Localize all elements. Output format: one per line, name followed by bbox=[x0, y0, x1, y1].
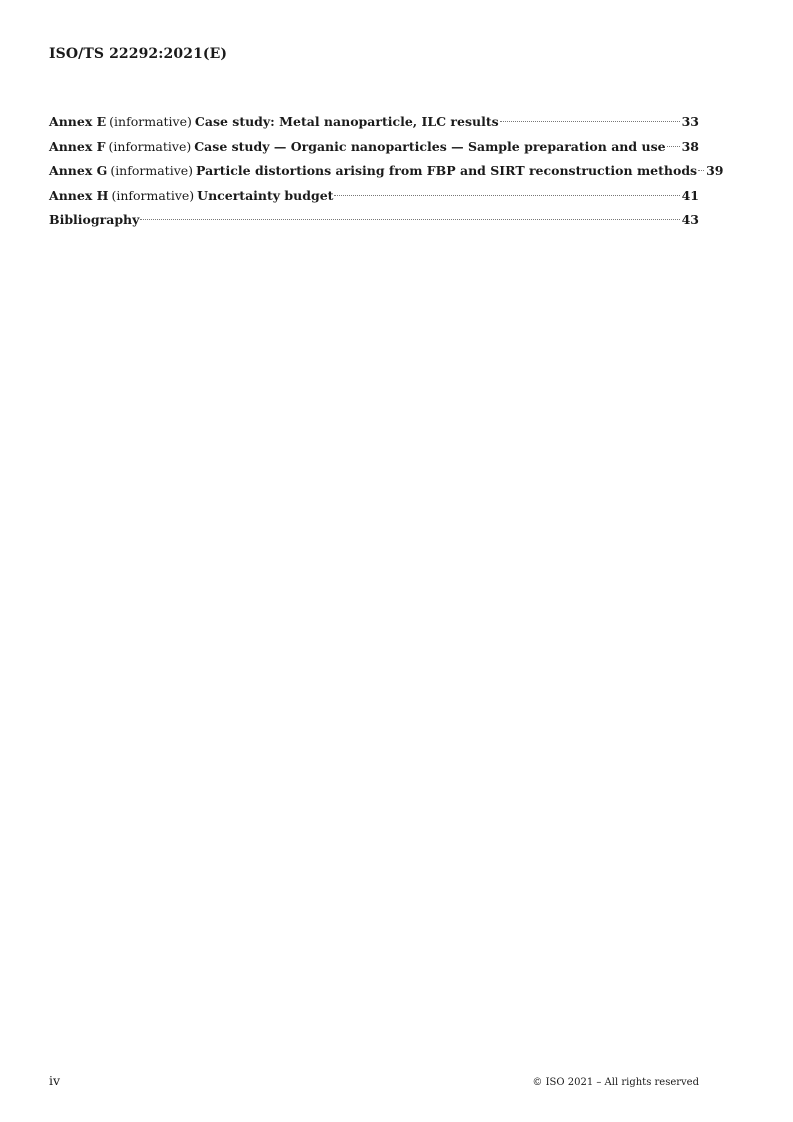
toc-entry-annex-f[interactable] bbox=[49, 135, 699, 160]
toc-entry-type: (informative) bbox=[110, 163, 194, 178]
toc-entry-label: Annex E bbox=[49, 114, 107, 129]
toc-entry-type: (informative) bbox=[111, 187, 195, 203]
toc-entry-page: 33 bbox=[681, 114, 699, 129]
toc-entry-title: Particle distortions arising from FBP and SIRT reconstruction methods bbox=[196, 163, 698, 178]
page-number: iv bbox=[49, 1073, 61, 1088]
toc-entry-type: (informative) bbox=[109, 114, 192, 129]
toc-entry-annex-g[interactable] bbox=[49, 159, 724, 184]
toc-dot-leader bbox=[667, 146, 680, 147]
toc-dot-leader bbox=[698, 170, 704, 171]
toc-entry-label: Annex H bbox=[49, 187, 109, 203]
page-footer bbox=[49, 1073, 699, 1088]
document-id-header: ISO/TS 22292:2021(E) bbox=[49, 46, 228, 62]
toc-entry-label: Annex F bbox=[49, 138, 106, 154]
toc-entry-title: Case study: Metal nanoparticle, ILC results bbox=[194, 114, 499, 129]
toc-entry-title: Case study — Organic nanoparticles — Sample preparation and use bbox=[194, 138, 666, 154]
toc-entry-annex-e[interactable] bbox=[49, 110, 699, 135]
toc-entry-title: Uncertainty budget bbox=[197, 187, 334, 203]
toc-entry-type: (informative) bbox=[108, 138, 192, 154]
toc-entry-page: 41 bbox=[681, 187, 699, 203]
toc-entry-title: Bibliography bbox=[49, 212, 140, 227]
toc-dot-leader bbox=[334, 195, 679, 196]
toc-entry-page: 43 bbox=[681, 212, 699, 227]
toc-entry-bibliography[interactable] bbox=[49, 208, 699, 233]
table-of-contents bbox=[49, 110, 724, 233]
copyright-notice: © ISO 2021 – All rights reserved bbox=[532, 1077, 699, 1088]
toc-entry-annex-h[interactable] bbox=[49, 184, 699, 209]
toc-dot-leader bbox=[140, 219, 679, 220]
toc-dot-leader bbox=[500, 121, 680, 122]
toc-entry-page: 39 bbox=[706, 163, 724, 178]
toc-entry-page: 38 bbox=[681, 138, 699, 154]
toc-entry-label: Annex G bbox=[49, 163, 108, 178]
